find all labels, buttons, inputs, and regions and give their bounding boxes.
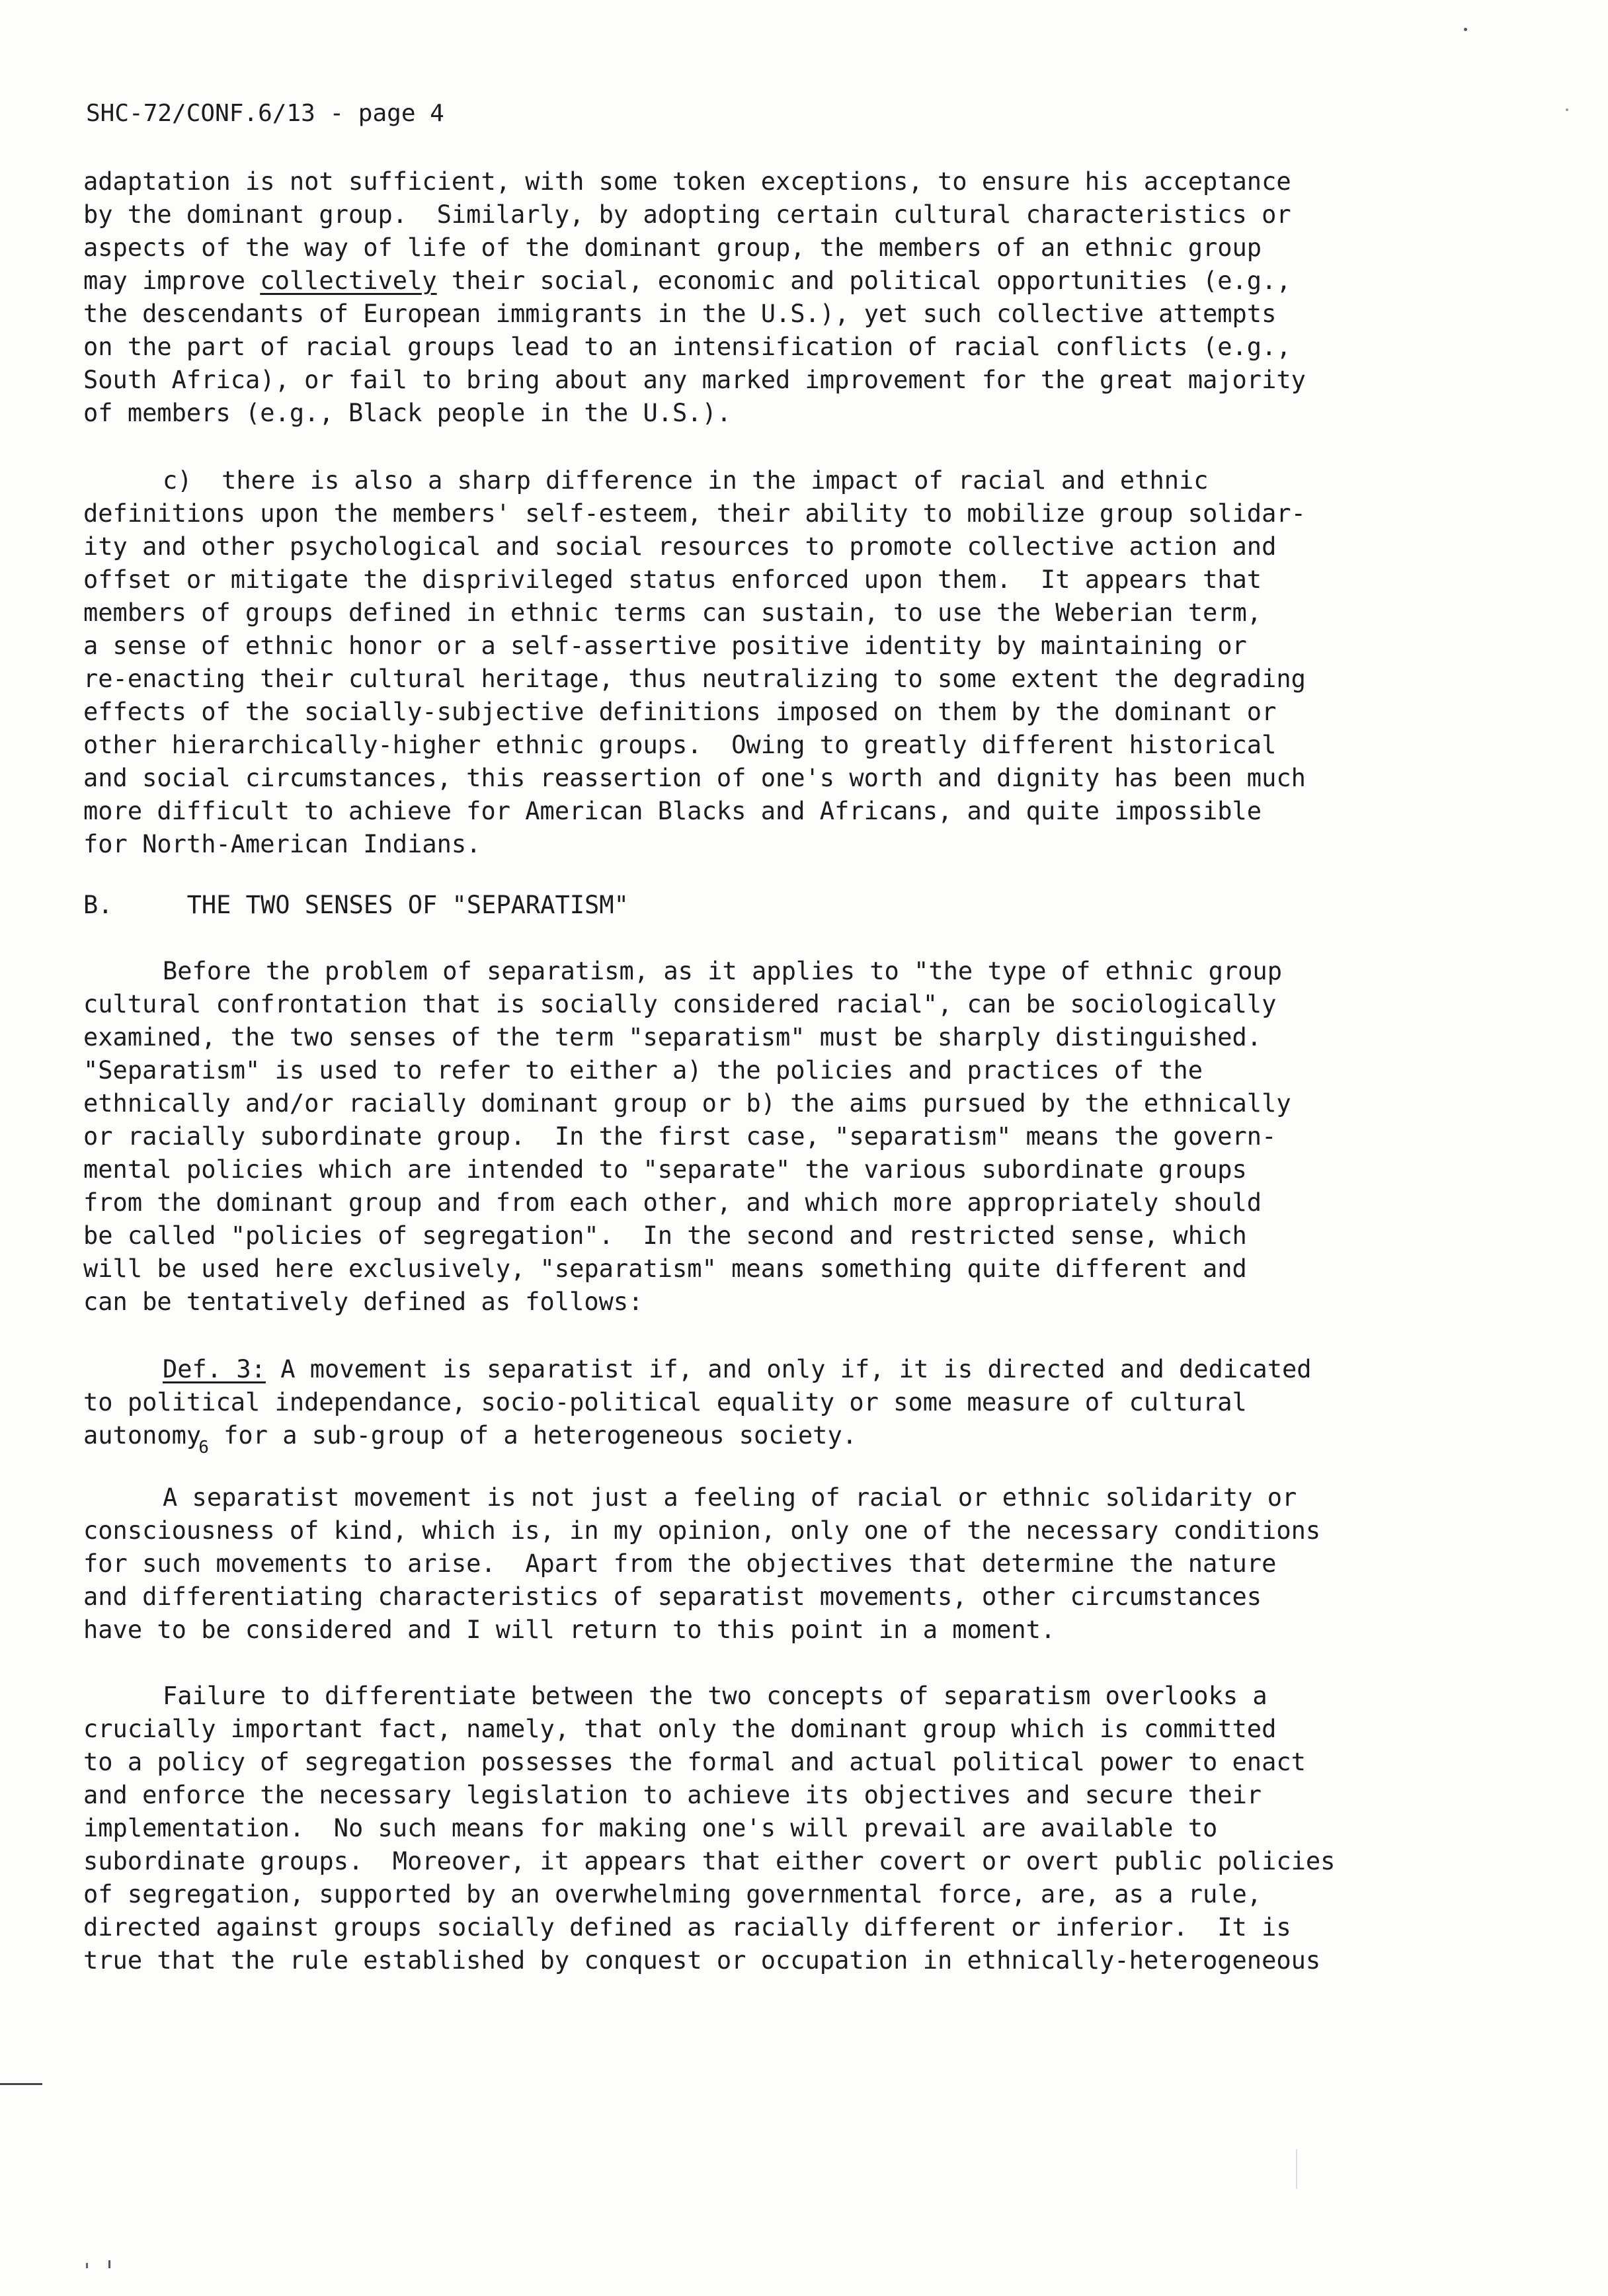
text-line: or racially subordinate group. In the first case, "separatism" means the govern-	[83, 1122, 1277, 1151]
text-line: "Separatism" is used to refer to either a) the policies and practices of the	[83, 1056, 1203, 1085]
scan-edge-mark	[0, 2083, 42, 2085]
underlined-word: collectively	[260, 266, 437, 295]
text-line: cultural confrontation that is socially considered racial", can be sociologically	[83, 990, 1277, 1018]
text-line: to a policy of segregation possesses the formal and actual political power to enact	[83, 1748, 1306, 1776]
text-line: true that the rule established by conquest or occupation in ethnically-heterogeneous	[83, 1946, 1321, 1975]
text-segment: may improve	[83, 266, 261, 295]
text-line: by the dominant group. Similarly, by adopting certain cultural characteristics or	[83, 200, 1291, 229]
text-line: be called "policies of segregation". In the second and restricted sense, which	[83, 1221, 1247, 1250]
text-segment: autonomy	[83, 1421, 202, 1450]
text-line: ity and other psychological and social resources to promote collective action and	[83, 532, 1277, 561]
text-line: a sense of ethnic honor or a self-assertive positive identity by maintaining or	[83, 632, 1247, 660]
text-line: mental policies which are intended to "separate" the various subordinate groups	[83, 1155, 1247, 1184]
scan-speck	[108, 2260, 110, 2268]
text-line: effects of the socially-subjective definitions imposed on them by the dominant or	[83, 698, 1277, 726]
definition-line	[83, 1353, 1545, 1386]
paragraph-continuation	[83, 165, 1545, 430]
paragraph-failure-to-differentiate	[83, 1680, 1545, 1977]
text-line: directed against groups socially defined as racially different or inferior. It is	[83, 1913, 1291, 1942]
text-line: examined, the two senses of the term "separatism" must be sharply distinguished.	[83, 1023, 1262, 1051]
text-line: Failure to differentiate between the two concepts of separatism overlooks a	[163, 1682, 1267, 1710]
definition-line	[83, 1419, 1545, 1455]
section-title: THE TWO SENSES OF "SEPARATISM"	[186, 891, 629, 919]
text-line: definitions upon the members' self-esteem, their ability to mobilize group solidar-	[83, 499, 1306, 528]
scan-speck	[1566, 108, 1568, 111]
text-line: will be used here exclusively, "separatism" means something quite different and	[83, 1254, 1247, 1283]
section-label: B.	[83, 891, 113, 919]
text-line: South Africa), or fail to bring about any marked improvement for the great majority	[83, 366, 1306, 394]
text-line: for North-American Indians.	[83, 830, 481, 858]
text-line: consciousness of kind, which is, in my opinion, only one of the necessary conditions	[83, 1516, 1321, 1545]
paragraph-c	[83, 464, 1545, 861]
text-line: c) there is also a sharp difference in the impact of racial and ethnic	[163, 466, 1209, 495]
text-segment: for a sub-group of a heterogeneous society.	[208, 1421, 858, 1450]
text-line: of segregation, supported by an overwhelming governmental force, are, as a rule,	[83, 1880, 1262, 1908]
text-line: implementation. No such means for making one's will prevail are available to	[83, 1814, 1218, 1842]
text-line: from the dominant group and from each other, and which more appropriately should	[83, 1188, 1262, 1217]
definition-label: Def. 3:	[163, 1355, 266, 1383]
text-line: crucially important fact, namely, that only the dominant group which is committed	[83, 1715, 1277, 1743]
text-line: the descendants of European immigrants in the U.S.), yet such collective attempts	[83, 300, 1277, 328]
text-line: have to be considered and I will return to this point in a moment.	[83, 1616, 1056, 1644]
scan-speck	[1464, 28, 1467, 31]
text-line: aspects of the way of life of the dominant group, the members of an ethnic group	[83, 233, 1262, 262]
text-line: subordinate groups. Moreover, it appears that either covert or overt public policies	[83, 1847, 1336, 1875]
paragraph-separatist-movement	[83, 1481, 1545, 1647]
text-line: for such movements to arise. Apart from the objectives that determine the nature	[83, 1549, 1277, 1578]
text-line: more difficult to achieve for American Blacks and Africans, and quite impossible	[83, 797, 1262, 825]
paragraph-separatism-senses	[83, 955, 1545, 1319]
text-line: of members (e.g., Black people in the U.S.).	[83, 399, 732, 427]
text-line: on the part of racial groups lead to an intensification of racial conflicts (e.g.,	[83, 333, 1291, 361]
text-segment: their social, economic and political opportunities (e.g.,	[436, 266, 1291, 295]
text-line-with-underline	[83, 265, 1545, 298]
text-line: adaptation is not sufficient, with some token exceptions, to ensure his acceptance	[83, 167, 1291, 196]
text-line: to political independance, socio-political equality or some measure of cultural	[83, 1388, 1247, 1416]
text-line: other hierarchically-higher ethnic groups. Owing to greatly different historical	[83, 731, 1277, 759]
definition-block	[83, 1353, 1545, 1455]
text-line: and social circumstances, this reassertion of one's worth and dignity has been much	[83, 764, 1306, 792]
text-line: can be tentatively defined as follows:	[83, 1288, 643, 1316]
text-line: members of groups defined in ethnic terms can sustain, to use the Weberian term,	[83, 598, 1262, 627]
text-segment: A movement is separatist if, and only if, it is directed and dedicated	[265, 1355, 1312, 1383]
text-line: offset or mitigate the disprivileged status enforced upon them. It appears that	[83, 565, 1262, 594]
text-line: A separatist movement is not just a feeling of racial or ethnic solidarity or	[163, 1483, 1297, 1512]
section-heading	[83, 889, 629, 922]
document-reference-header: SHC-72/CONF.6/13 - page 4	[86, 100, 444, 127]
text-line: ethnically and/or racially dominant group or b) the aims pursued by the ethnically	[83, 1089, 1291, 1118]
text-line: and enforce the necessary legislation to achieve its objectives and secure their	[83, 1781, 1262, 1809]
text-line: re-enacting their cultural heritage, thus neutralizing to some extent the degrading	[83, 665, 1306, 693]
scan-faint-mark	[1296, 2149, 1297, 2189]
text-line: and differentiating characteristics of separatist movements, other circumstances	[83, 1582, 1262, 1611]
text-line: Before the problem of separatism, as it applies to "the type of ethnic group	[163, 957, 1282, 985]
footnote-marker: 6	[198, 1438, 209, 1457]
scan-speck	[86, 2263, 88, 2268]
